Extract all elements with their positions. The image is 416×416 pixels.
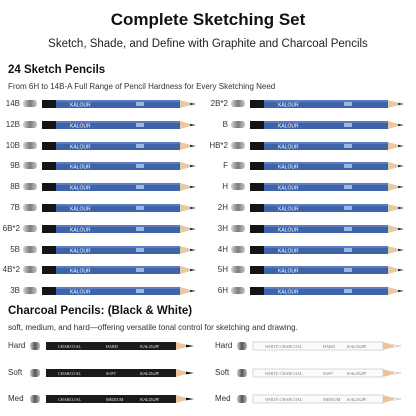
graphite-pencil-icon <box>40 284 200 298</box>
pencil-brand-label: KALOUR <box>70 185 91 192</box>
pencil-brand-label: KALOUR <box>278 102 299 109</box>
graphite-swatch <box>23 246 37 253</box>
charcoal-section-title <box>8 305 192 317</box>
white-charcoal-pencil-icon <box>251 365 411 381</box>
pencil-brand-label: KALOUR <box>70 102 91 109</box>
graphite-pencil-row <box>0 139 208 153</box>
pencil-brand-label: KALOUR <box>140 370 159 376</box>
charcoal-grade-label: Med <box>8 394 24 403</box>
graphite-pencil-icon <box>248 243 408 257</box>
graphite-pencil-row <box>0 263 208 277</box>
pencil-brand-label: KALOUR <box>347 344 366 350</box>
graphite-swatch <box>23 162 37 169</box>
graphite-pencil-icon <box>248 180 408 194</box>
graphite-pencil-row <box>208 201 416 215</box>
charcoal-swatch <box>237 369 247 377</box>
graphite-pencil-row <box>0 201 208 215</box>
pencil-brand-label: KALOUR <box>278 289 299 296</box>
graphite-swatch <box>231 287 245 294</box>
pencil-grade-label: 5B <box>10 244 20 254</box>
pencil-brand-label: KALOUR <box>140 397 159 403</box>
graphite-pencil-icon <box>40 180 200 194</box>
graphite-pencil-row <box>208 139 416 153</box>
pencil-grade-label: HB*2 <box>209 140 228 150</box>
charcoal-hardness-label: SOFT <box>323 370 334 376</box>
graphite-pencil-row <box>0 243 208 257</box>
charcoal-hardness-label: MEDIUM <box>323 397 341 403</box>
pencil-grade-label: 8B <box>10 182 20 192</box>
charcoal-swatch <box>30 395 40 403</box>
black-charcoal-pencil-icon <box>44 365 204 381</box>
pencil-brand-label: KALOUR <box>278 206 299 213</box>
pencil-grade-label: 14B <box>5 99 20 108</box>
white-charcoal-pencil-icon <box>251 338 411 354</box>
graphite-pencil-row <box>208 159 416 173</box>
charcoal-name-label: CHARCOAL <box>58 370 82 376</box>
graphite-pencil-row <box>208 243 416 257</box>
graphite-pencil-icon <box>40 97 200 111</box>
pencil-brand-label: KALOUR <box>278 248 299 255</box>
pencil-grade-label: 5H <box>217 265 228 275</box>
graphite-swatch <box>231 266 245 273</box>
pencil-grade-label: 6H <box>217 286 228 296</box>
graphite-swatch <box>23 225 37 232</box>
graphite-pencil-icon <box>248 263 408 277</box>
pencil-grade-label: 10B <box>5 140 20 150</box>
graphite-pencil-icon <box>248 201 408 215</box>
graphite-swatch <box>23 266 37 273</box>
pencil-brand-label: KALOUR <box>70 123 91 130</box>
pencil-grade-label: 9B <box>10 161 20 171</box>
page-subtitle: Sketch, Shade, and Define with Graphite and Charcoal Pencils <box>48 38 368 50</box>
black-charcoal-pencil-icon <box>44 338 204 354</box>
black-charcoal-pencil-icon <box>44 391 204 407</box>
graphite-swatch <box>231 225 245 232</box>
white-charcoal-pencil-row <box>207 365 415 381</box>
graphite-pencil-icon <box>40 139 200 153</box>
graphite-pencil-row <box>0 118 208 132</box>
graphite-pencil-row <box>0 97 208 111</box>
charcoal-swatch <box>237 395 247 403</box>
white-charcoal-pencil-row <box>207 338 415 354</box>
graphite-pencil-row <box>0 180 208 194</box>
graphite-swatch <box>231 204 245 211</box>
pencil-grade-label: 3H <box>217 223 228 233</box>
charcoal-hardness-label: SOFT <box>106 370 117 376</box>
black-charcoal-pencil-row <box>0 391 208 407</box>
graphite-pencil-icon <box>248 97 408 111</box>
graphite-pencil-icon <box>40 118 200 132</box>
graphite-pencil-row <box>208 284 416 298</box>
graphite-pencil-icon <box>40 159 200 173</box>
charcoal-title-paren: (Black & White) <box>107 305 193 317</box>
black-charcoal-pencil-row <box>0 365 208 381</box>
page-title: Complete Sketching Set <box>110 10 306 29</box>
pencil-grade-label: B <box>222 119 228 129</box>
charcoal-name-label: WHITE CHARCOAL <box>265 370 303 376</box>
pencil-brand-label: KALOUR <box>278 164 299 171</box>
graphite-pencil-row <box>0 284 208 298</box>
pencil-grade-label: 4H <box>217 244 228 254</box>
graphite-swatch <box>231 121 245 128</box>
pencil-grade-label: H <box>222 182 228 192</box>
pencil-grade-label: 6B*2 <box>2 223 20 233</box>
pencil-brand-label: KALOUR <box>278 268 299 275</box>
graphite-swatch <box>23 142 37 149</box>
graphite-pencil-icon <box>40 243 200 257</box>
graphite-pencil-icon <box>248 222 408 236</box>
pencil-brand-label: KALOUR <box>70 164 91 171</box>
charcoal-grade-label: Med <box>215 394 231 403</box>
pencil-grade-label: 3B <box>10 286 20 296</box>
pencil-brand-label: KALOUR <box>70 248 91 255</box>
graphite-swatch <box>231 162 245 169</box>
graphite-pencil-row <box>208 97 416 111</box>
graphite-pencil-icon <box>248 159 408 173</box>
graphite-pencil-row <box>208 222 416 236</box>
charcoal-section-description: soft, medium, and hard—offering versatile tonal control for sketching and drawing. <box>8 323 298 332</box>
pencil-brand-label: KALOUR <box>278 227 299 234</box>
graphite-pencil-row <box>208 118 416 132</box>
graphite-section-title: 24 Sketch Pencils <box>8 64 106 76</box>
pencil-brand-label: KALOUR <box>70 206 91 213</box>
pencil-grade-label: 12B <box>5 119 20 129</box>
charcoal-swatch <box>237 342 247 350</box>
graphite-swatch <box>231 246 245 253</box>
graphite-pencil-icon <box>40 222 200 236</box>
graphite-pencil-icon <box>40 201 200 215</box>
pencil-brand-label: KALOUR <box>347 397 366 403</box>
graphite-section-description: From 6H to 14B-A Full Range of Pencil Hardness for Every Sketching Need <box>8 82 276 91</box>
graphite-pencil-row <box>0 159 208 173</box>
pencil-grade-label: 2H <box>217 203 228 212</box>
graphite-pencil-row <box>0 222 208 236</box>
pencil-brand-label: KALOUR <box>140 344 159 350</box>
pencil-brand-label: KALOUR <box>70 227 91 234</box>
charcoal-swatch <box>30 369 40 377</box>
pencil-brand-label: KALOUR <box>347 370 366 376</box>
white-charcoal-pencil-row <box>207 391 415 407</box>
graphite-swatch <box>231 100 245 107</box>
charcoal-hardness-label: MEDIUM <box>106 397 124 403</box>
charcoal-swatch <box>30 342 40 350</box>
graphite-swatch <box>23 100 37 107</box>
charcoal-grade-label: Hard <box>215 341 233 350</box>
graphite-swatch <box>231 183 245 190</box>
charcoal-name-label: CHARCOAL <box>58 397 82 403</box>
pencil-brand-label: KALOUR <box>70 268 91 275</box>
graphite-swatch <box>231 142 245 149</box>
pencil-brand-label: KALOUR <box>70 289 91 296</box>
pencil-grade-label: 2B*2 <box>210 99 228 108</box>
graphite-pencil-icon <box>40 263 200 277</box>
pencil-brand-label: KALOUR <box>278 144 299 151</box>
graphite-swatch <box>23 287 37 294</box>
graphite-swatch <box>23 204 37 211</box>
graphite-pencil-row <box>208 263 416 277</box>
charcoal-name-label: CHARCOAL <box>58 344 82 350</box>
white-charcoal-pencil-icon <box>251 391 411 407</box>
charcoal-hardness-label: HARD <box>323 344 335 350</box>
graphite-pencil-icon <box>248 118 408 132</box>
charcoal-title-label: Charcoal Pencils: <box>8 305 105 317</box>
charcoal-name-label: WHITE CHARCOAL <box>265 397 303 403</box>
pencil-grade-label: 4B*2 <box>2 265 20 275</box>
charcoal-hardness-label: HARD <box>106 344 118 350</box>
graphite-swatch <box>23 183 37 190</box>
pencil-brand-label: KALOUR <box>278 185 299 192</box>
graphite-swatch <box>23 121 37 128</box>
charcoal-grade-label: Hard <box>8 341 26 350</box>
charcoal-grade-label: Soft <box>215 367 230 377</box>
charcoal-grade-label: Soft <box>8 367 23 377</box>
graphite-pencil-icon <box>248 139 408 153</box>
pencil-brand-label: KALOUR <box>278 123 299 130</box>
graphite-pencil-icon <box>248 284 408 298</box>
pencil-grade-label: 7B <box>10 203 20 212</box>
charcoal-name-label: WHITE CHARCOAL <box>265 344 303 350</box>
black-charcoal-pencil-row <box>0 338 208 354</box>
pencil-brand-label: KALOUR <box>70 144 91 151</box>
pencil-grade-label: F <box>223 161 228 171</box>
graphite-pencil-row <box>208 180 416 194</box>
